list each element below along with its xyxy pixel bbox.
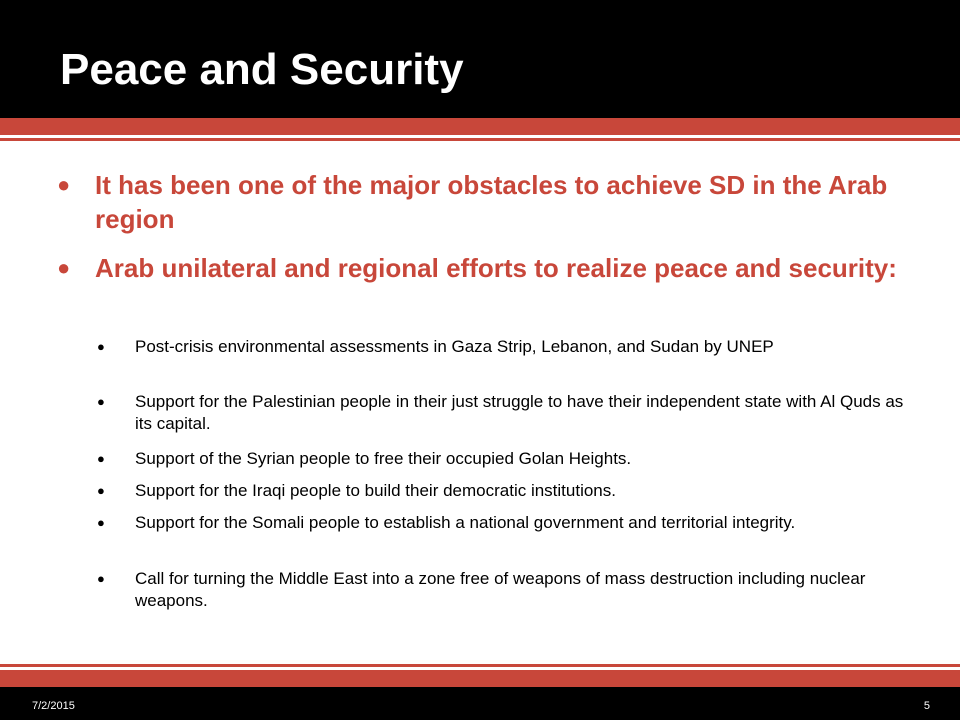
footer-bar xyxy=(0,687,960,720)
sub-bullet-text: Support for the Somali people to establish a national government and territorial integrity. xyxy=(135,513,796,532)
sub-bullet-text: Post-crisis environmental assessments in Gaza Strip, Lebanon, and Sudan by UNEP xyxy=(135,337,774,356)
sub-bullet-text: Support for the Palestinian people in their just struggle to have their independent state with Al Quds as its capital. xyxy=(135,392,904,433)
bullet-point xyxy=(57,251,915,285)
sub-bullet-point xyxy=(97,480,910,502)
sub-bullet-point xyxy=(97,336,910,358)
bullet-text: It has been one of the major obstacles to achieve SD in the Arab region xyxy=(95,170,888,234)
sub-bullet-text: Support of the Syrian people to free their occupied Golan Heights. xyxy=(135,449,632,468)
sub-bullet-point xyxy=(97,448,910,470)
footer-stripe xyxy=(0,670,960,687)
sub-bullet-icon: ● xyxy=(97,451,105,466)
sub-bullet-point xyxy=(97,512,910,534)
bullet-point xyxy=(57,168,915,236)
header-stripe-thin xyxy=(0,138,960,141)
slide-number: 5 xyxy=(923,700,930,712)
bullet-icon: ● xyxy=(57,255,71,280)
bullet-text: Arab unilateral and regional efforts to realize peace and security: xyxy=(95,253,897,283)
sub-bullet-icon: ● xyxy=(97,394,105,409)
sub-bullet-text: Support for the Iraqi people to build their democratic institutions. xyxy=(135,481,616,500)
sub-bullet-point xyxy=(97,568,910,612)
sub-bullet-icon: ● xyxy=(97,571,105,586)
sub-bullet-point xyxy=(97,391,910,435)
slide-date: 7/2/2015 xyxy=(32,700,75,712)
slide-title: Peace and Security xyxy=(60,45,464,94)
sub-bullet-icon: ● xyxy=(97,483,105,498)
header-stripe xyxy=(0,118,960,135)
bullet-icon: ● xyxy=(57,172,71,197)
sub-bullet-icon: ● xyxy=(97,515,105,530)
sub-bullet-text: Call for turning the Middle East into a zone free of weapons of mass destruction including nuclear weapons. xyxy=(135,569,866,610)
sub-bullet-icon: ● xyxy=(97,339,105,354)
